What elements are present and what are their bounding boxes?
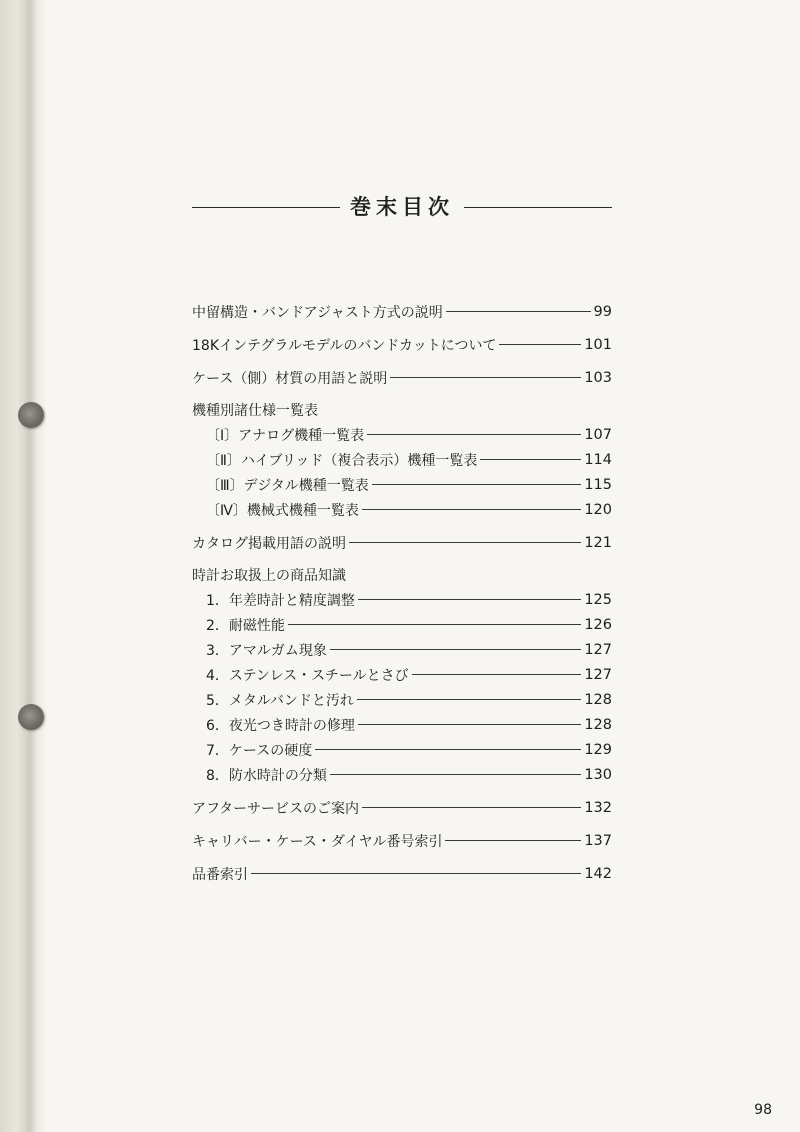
- leader-line: [445, 840, 581, 841]
- leader-line: [358, 724, 581, 725]
- leader-line: [372, 484, 582, 485]
- toc-entry[interactable]: [192, 299, 612, 324]
- toc-subentry-page: 128: [584, 691, 612, 708]
- toc-subentry-label: 8．防水時計の分類: [206, 767, 327, 784]
- toc-subentry-page: 126: [584, 616, 612, 633]
- toc-subentry-page: 125: [584, 591, 612, 608]
- leader-line: [358, 599, 581, 600]
- toc-subentry-label: 6．夜光つき時計の修理: [206, 717, 355, 734]
- page-number: 98: [754, 1102, 772, 1118]
- toc-entry-label: 中留構造・バンドアジャスト方式の説明: [192, 304, 443, 321]
- title-block: [192, 192, 612, 222]
- toc-entry[interactable]: [192, 530, 612, 555]
- toc-entry[interactable]: [192, 861, 612, 886]
- toc-subentry[interactable]: [192, 472, 612, 497]
- toc-entry-label: カタログ掲載用語の説明: [192, 535, 346, 552]
- leader-line: [412, 674, 582, 675]
- toc-entry-page: 103: [584, 369, 612, 386]
- leader-line: [362, 807, 581, 808]
- toc-subentry[interactable]: [192, 737, 612, 762]
- punch-hole: [18, 704, 44, 730]
- toc-subentry-page: 114: [584, 451, 612, 468]
- toc-subentry-page: 107: [584, 426, 612, 443]
- title-rule-left: [192, 207, 340, 208]
- toc-group-heading: 機種別諸仕様一覧表: [192, 403, 318, 419]
- toc-subentry-page: 120: [584, 501, 612, 518]
- toc-entry-page: 132: [584, 799, 612, 816]
- leader-line: [330, 649, 581, 650]
- toc-subentry-page: 127: [584, 666, 612, 683]
- toc-subentry-label: 7．ケースの硬度: [206, 742, 313, 759]
- toc-entry[interactable]: [192, 365, 612, 390]
- toc-entry-page: 142: [584, 865, 612, 882]
- toc-subentry[interactable]: [192, 447, 612, 472]
- page-title: 巻末目次: [350, 195, 454, 219]
- toc-subentry-label: 3．アマルガム現象: [206, 642, 327, 659]
- toc-subentry-page: 129: [584, 741, 612, 758]
- leader-line: [367, 434, 581, 435]
- toc-subentry[interactable]: [192, 587, 612, 612]
- toc-subentry-label: 〔Ⅱ〕ハイブリッド（複合表示）機種一覧表: [206, 452, 478, 469]
- toc-subentry[interactable]: [192, 662, 612, 687]
- toc-subentry-page: 130: [584, 766, 612, 783]
- leader-line: [362, 509, 581, 510]
- toc-subentry-page: 115: [584, 476, 612, 493]
- leader-line: [330, 774, 581, 775]
- toc-subentry-label: 1．年差時計と精度調整: [206, 592, 355, 609]
- toc-subentry-label: 5．メタルバンドと汚れ: [206, 692, 354, 709]
- toc-entry-label: ケース（側）材質の用語と説明: [192, 370, 388, 387]
- leader-line: [357, 699, 581, 700]
- toc-entry-label: 18Kインテグラルモデルのバンドカットについて: [192, 337, 497, 354]
- toc-entry[interactable]: [192, 828, 612, 853]
- leader-line: [251, 873, 581, 874]
- leader-line: [288, 624, 581, 625]
- toc-subentry[interactable]: [192, 712, 612, 737]
- toc-entry-page: 99: [593, 303, 612, 320]
- toc-subentry[interactable]: [192, 497, 612, 522]
- toc-subentry-label: 〔Ⅰ〕アナログ機種一覧表: [206, 427, 365, 444]
- toc-entry-label: キャリバー・ケース・ダイヤル番号索引: [192, 833, 443, 850]
- toc-subentry-label: 〔Ⅲ〕デジタル機種一覧表: [206, 477, 369, 494]
- toc-subentry-label: 〔Ⅳ〕機械式機種一覧表: [206, 502, 359, 519]
- toc-subentry[interactable]: [192, 422, 612, 447]
- punch-hole: [18, 402, 44, 428]
- table-of-contents: [192, 299, 612, 886]
- page-gutter-shadow: [0, 0, 48, 1132]
- leader-line: [315, 749, 581, 750]
- title-rule-right: [464, 207, 612, 208]
- toc-entry[interactable]: [192, 795, 612, 820]
- toc-subentry-label: 2．耐磁性能: [206, 617, 285, 634]
- leader-line: [349, 542, 581, 543]
- toc-subentry[interactable]: [192, 762, 612, 787]
- toc-subentry[interactable]: [192, 687, 612, 712]
- leader-line: [446, 311, 591, 312]
- toc-entry-page: 121: [584, 534, 612, 551]
- toc-entry-label: アフターサービスのご案内: [192, 800, 360, 817]
- toc-subentry-page: 128: [584, 716, 612, 733]
- leader-line: [390, 377, 581, 378]
- toc-subentry[interactable]: [192, 612, 612, 637]
- toc-subentry-page: 127: [584, 641, 612, 658]
- toc-subentry[interactable]: [192, 637, 612, 662]
- toc-entry-page: 137: [584, 832, 612, 849]
- leader-line: [499, 344, 581, 345]
- toc-subentry-label: 4．ステンレス・スチールとさび: [206, 667, 409, 684]
- leader-line: [480, 459, 581, 460]
- toc-entry-label: 品番索引: [192, 866, 248, 883]
- toc-entry-page: 101: [584, 336, 612, 353]
- toc-entry[interactable]: [192, 332, 612, 357]
- toc-group-heading: 時計お取扱上の商品知識: [192, 568, 346, 584]
